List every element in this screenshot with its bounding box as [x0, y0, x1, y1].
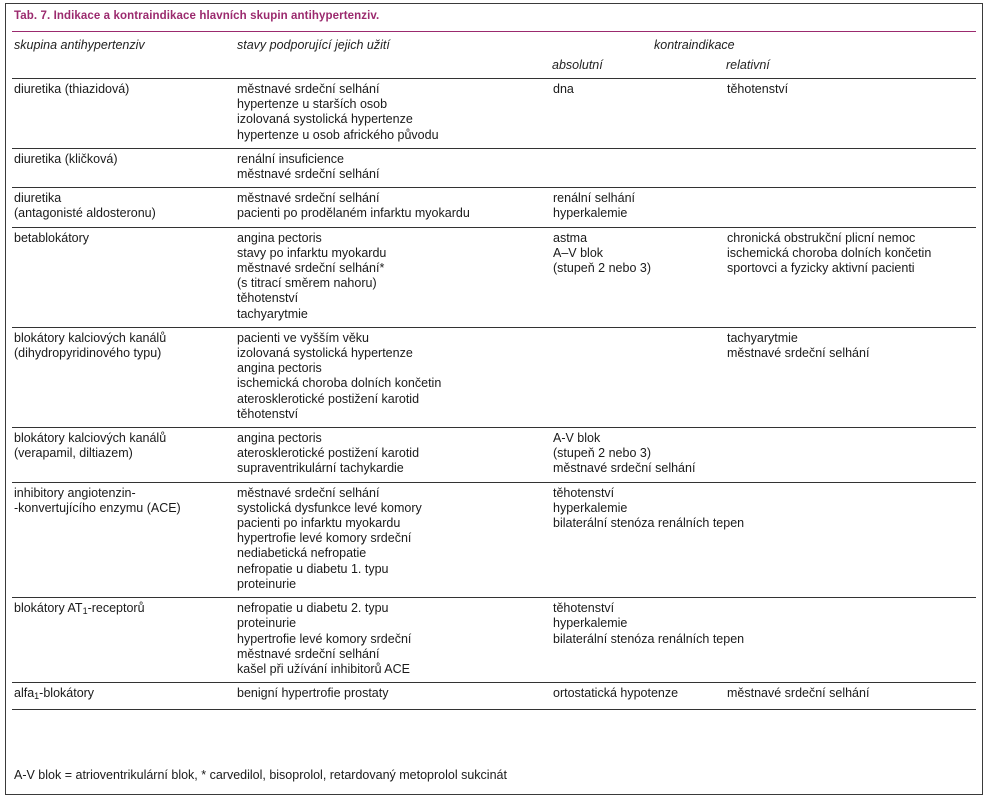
footnote: A-V blok = atrioventrikulární blok, * carvedilol, bisoprolol, retardovaný metoprolol sukcinát: [14, 768, 507, 782]
cell-group: [12, 598, 237, 683]
indication-line: proteinurie: [237, 576, 297, 591]
group-line: -konvertujícího enzymu (ACE): [14, 500, 181, 515]
cell-absolute: [553, 598, 745, 683]
indication-line: angina pectoris: [237, 230, 322, 245]
relative-line: ischemická choroba dolních končetin: [727, 245, 932, 260]
indication-line: supraventrikulární tachykardie: [237, 461, 404, 476]
indication-line: angina pectoris: [237, 361, 322, 376]
indication-line: pacienti po infarktu myokardu: [237, 516, 401, 531]
relative-line: těhotenství: [727, 82, 789, 96]
cell-absolute: [553, 683, 727, 710]
cell-relative: [727, 482, 976, 597]
absolute-line: těhotenství: [553, 485, 615, 500]
indication-line: tachyarytmie: [237, 306, 308, 321]
header-absolute: absolutní: [552, 58, 603, 72]
header-group: skupina antihypertenziv: [14, 38, 145, 52]
cell-group: [12, 327, 237, 427]
absolute-line: A–V blok: [553, 245, 604, 260]
indication-line: nediabetická nefropatie: [237, 546, 367, 561]
indication-line: systolická dysfunkce levé komory: [237, 500, 422, 515]
group-prefix: alfa: [14, 686, 35, 701]
absolute-line: městnavé srdeční selhání: [553, 461, 696, 476]
indication-line: hypertenze u starších osob: [237, 97, 388, 112]
indication-line: ischemická choroba dolních končetin: [237, 376, 442, 391]
cell-absolute: [553, 79, 727, 148]
header-indications: stavy podporující jejich užití: [237, 38, 390, 52]
cell-indications: [237, 327, 553, 427]
indication-line: hypertenze u osob afrického původu: [237, 127, 439, 142]
relative-line: městnavé srdeční selhání: [727, 686, 870, 701]
absolute-line: (stupeň 2 nebo 3): [553, 446, 651, 461]
table-body: [12, 79, 976, 710]
cell-absolute: [553, 428, 727, 483]
indication-line: (s titrací směrem nahoru): [237, 276, 377, 291]
indication-line: izolovaná systolická hypertenze: [237, 112, 413, 127]
relative-line: chronická obstrukční plicní nemoc: [727, 230, 916, 245]
indication-line: městnavé srdeční selhání: [237, 485, 380, 500]
table-title: Tab. 7. Indikace a kontraindikace hlavních skupin antihypertenziv.: [14, 10, 380, 22]
cell-group: [12, 227, 237, 327]
indication-line: pacienti po prodělaném infarktu myokardu: [237, 206, 470, 221]
cell-relative: [727, 327, 976, 427]
group-line: blokátory kalciových kanálů: [14, 431, 167, 446]
cell-indications: [237, 148, 553, 187]
table-row: [12, 79, 976, 148]
cell-group: [12, 482, 237, 597]
group-line: blokátory kalciových kanálů: [14, 330, 167, 345]
indication-line: těhotenství: [237, 291, 299, 306]
cell-absolute: [553, 148, 727, 187]
table-frame: [5, 3, 983, 795]
indication-line: nefropatie u diabetu 1. typu: [237, 561, 389, 576]
indication-line: hypertrofie levé komory srdeční: [237, 631, 412, 646]
absolute-line: hyperkalemie: [553, 616, 628, 631]
indication-line: pacienti ve vyšším věku: [237, 330, 369, 345]
indication-line: městnavé srdeční selhání: [237, 646, 380, 661]
absolute-line: dna: [553, 82, 574, 96]
group-subscript: 1: [34, 691, 40, 702]
indication-line: městnavé srdeční selhání: [237, 82, 380, 96]
indication-line: aterosklerotické postižení karotid: [237, 391, 420, 406]
indication-line: nefropatie u diabetu 2. typu: [237, 601, 389, 616]
indication-line: angina pectoris: [237, 431, 322, 446]
cell-indications: [237, 598, 553, 683]
table-row: [12, 327, 976, 427]
indication-line: kašel při užívání inhibitorů ACE: [237, 661, 411, 676]
cell-relative: [727, 79, 976, 148]
indication-line: izolovaná systolická hypertenze: [237, 346, 413, 361]
absolute-line: bilaterální stenóza renálních tepen: [553, 516, 745, 531]
group-prefix: blokátory AT: [14, 601, 83, 616]
group-line: betablokátory: [14, 230, 90, 245]
table-row: [12, 227, 976, 327]
cell-absolute: [553, 188, 727, 227]
cell-relative: [727, 188, 976, 227]
header-contraindications: kontraindikace: [654, 38, 735, 52]
indication-line: městnavé srdeční selhání: [237, 167, 380, 182]
group-line: diuretika: [14, 191, 62, 206]
cell-indications: [237, 79, 553, 148]
table-row: [12, 428, 976, 483]
table-row: [12, 188, 976, 227]
cell-group: [12, 79, 237, 148]
group-line: (dihydropyridinového typu): [14, 346, 162, 361]
group-line: (verapamil, diltiazem): [14, 446, 133, 461]
cell-relative: [727, 148, 976, 187]
group-line: inhibitory angiotenzin-: [14, 485, 136, 500]
group-line: diuretika (kličková): [14, 151, 118, 166]
data-table: [12, 79, 976, 710]
relative-line: sportovci a fyzicky aktivní pacienti: [727, 261, 915, 276]
cell-group: [12, 683, 237, 710]
absolute-line: (stupeň 2 nebo 3): [553, 261, 651, 276]
cell-indications: [237, 482, 553, 597]
table-row: [12, 482, 976, 597]
absolute-line: ortostatická hypotenze: [553, 686, 679, 701]
cell-relative: [727, 428, 976, 483]
group-line: [14, 601, 237, 619]
table-row: [12, 148, 976, 187]
cell-group: [12, 188, 237, 227]
absolute-line: renální selhání: [553, 191, 636, 206]
absolute-line: astma: [553, 230, 588, 245]
cell-indications: [237, 188, 553, 227]
indication-line: městnavé srdeční selhání*: [237, 261, 385, 276]
indication-line: hypertrofie levé komory srdeční: [237, 531, 412, 546]
absolute-line: hyperkalemie: [553, 500, 628, 515]
header-relative: relativní: [726, 58, 770, 72]
title-rule: [12, 31, 976, 32]
cell-indications: [237, 227, 553, 327]
cell-group: [12, 428, 237, 483]
cell-group: [12, 148, 237, 187]
cell-indications: [237, 428, 553, 483]
indication-line: těhotenství: [237, 406, 299, 421]
cell-relative: [727, 227, 976, 327]
group-line: [14, 686, 237, 704]
indication-line: proteinurie: [237, 616, 297, 631]
absolute-line: hyperkalemie: [553, 206, 628, 221]
table-row: [12, 598, 976, 683]
absolute-line: těhotenství: [553, 601, 615, 616]
indication-line: městnavé srdeční selhání: [237, 191, 380, 206]
cell-absolute: [553, 227, 727, 327]
indication-line: benigní hypertrofie prostaty: [237, 686, 389, 701]
cell-indications: [237, 683, 553, 710]
group-suffix: -blokátory: [39, 686, 95, 701]
relative-line: tachyarytmie: [727, 330, 798, 345]
cell-relative: [727, 598, 976, 683]
table-row: [12, 683, 976, 710]
indication-line: renální insuficience: [237, 151, 345, 166]
indication-line: aterosklerotické postižení karotid: [237, 446, 420, 461]
group-suffix: -receptorů: [87, 601, 145, 616]
indication-line: stavy po infarktu myokardu: [237, 245, 387, 260]
relative-line: městnavé srdeční selhání: [727, 346, 870, 361]
cell-absolute: [553, 482, 745, 597]
group-subscript: 1: [82, 606, 88, 617]
group-line: (antagonisté aldosteronu): [14, 206, 156, 221]
cell-relative: [727, 683, 976, 710]
cell-absolute: [553, 327, 727, 427]
absolute-line: A-V blok: [553, 431, 601, 446]
absolute-line: bilaterální stenóza renálních tepen: [553, 631, 745, 646]
group-line: diuretika (thiazidová): [14, 82, 130, 96]
